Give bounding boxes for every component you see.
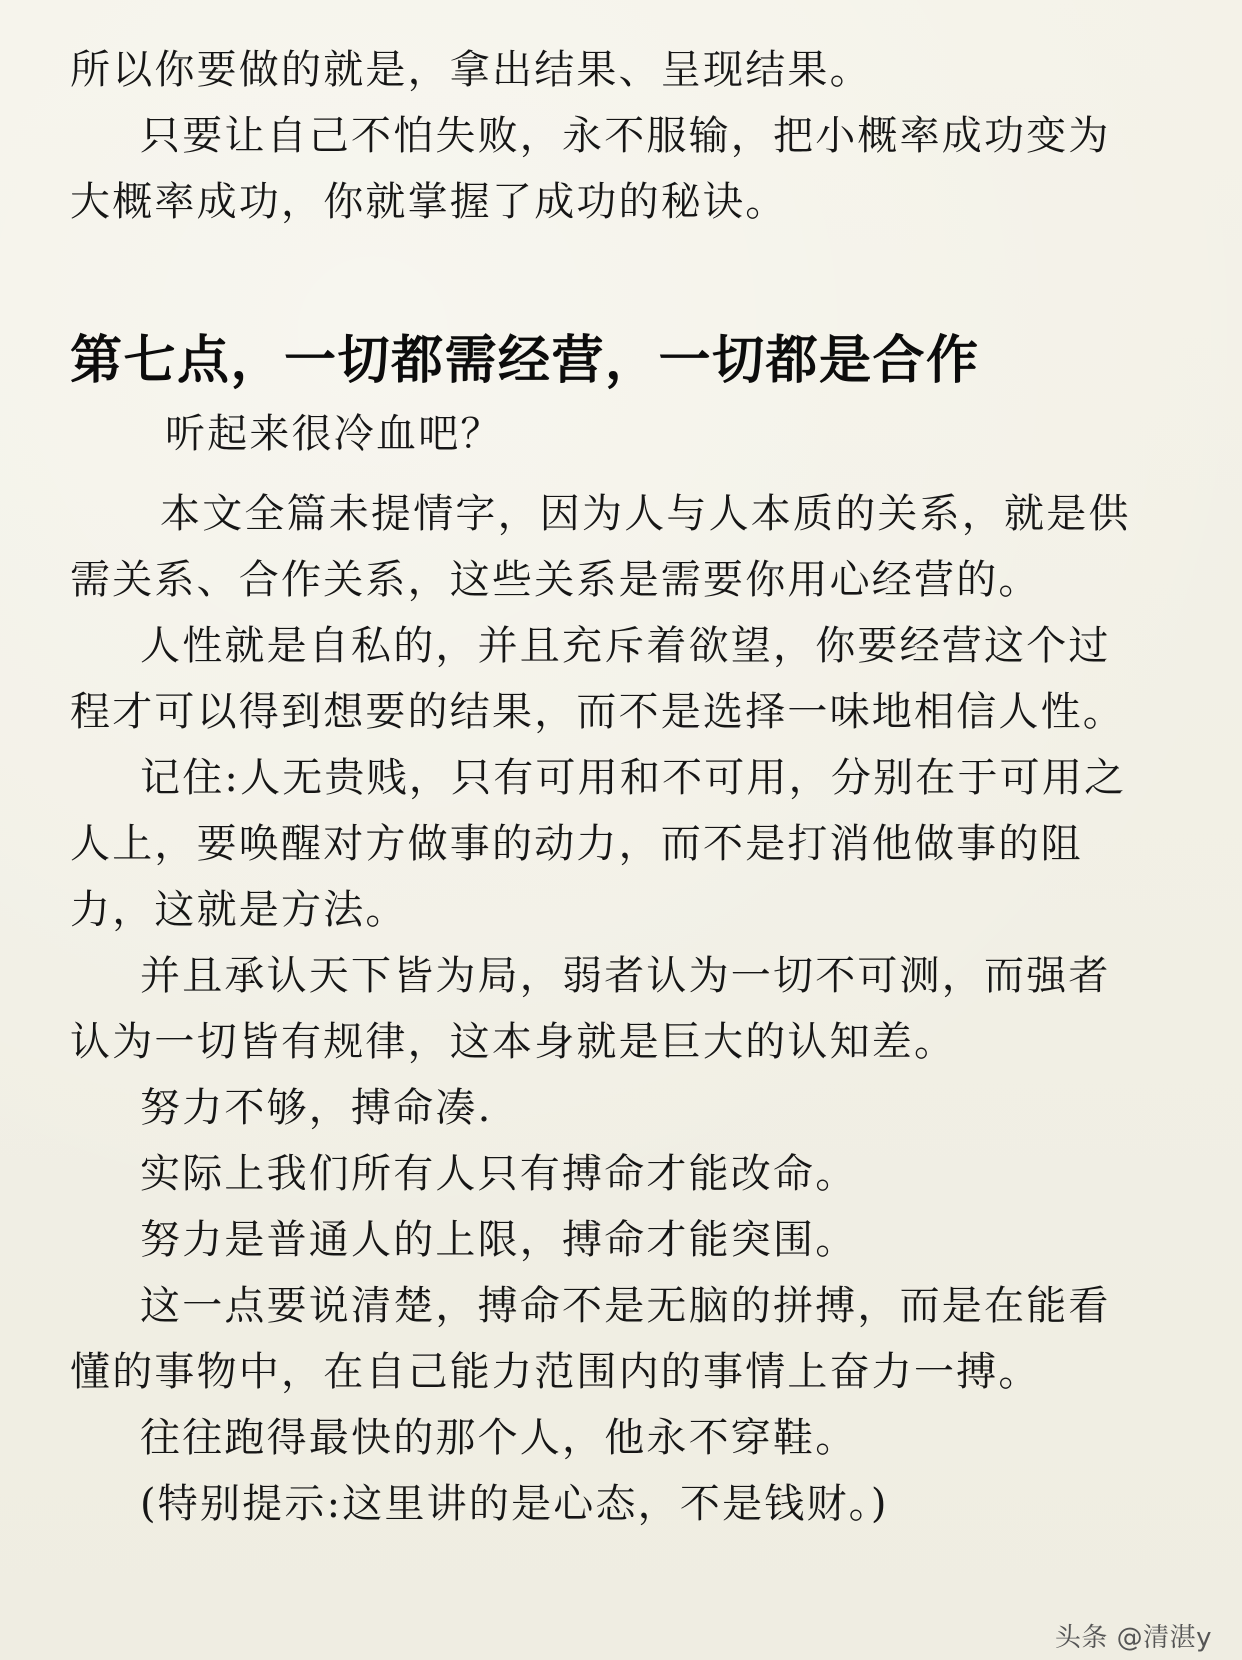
text-line: 本文全篇未提情字，因为人与人本质的关系，就是供 (160, 491, 1131, 537)
text-line: 记住:人无贵贱，只有可用和不可用，分别在于可用之 (140, 755, 1127, 801)
text-line: 力，这就是方法。 (70, 887, 408, 933)
text-line: 需关系、合作关系，这些关系是需要你用心经营的。 (70, 557, 1041, 603)
text-line: 努力是普通人的上限，搏命才能突围。 (140, 1217, 858, 1263)
text-line: (特别提示:这里讲的是心态，不是钱财。) (140, 1481, 889, 1527)
watermark: 头条 @清湛y (1054, 1623, 1212, 1653)
text-line: 这一点要说清楚，搏命不是无脑的拼搏，而是在能看 (140, 1283, 1111, 1329)
text-line: 实际上我们所有人只有搏命才能改命。 (140, 1151, 858, 1197)
section-heading: 第七点，一切都需经营，一切都是合作 (70, 331, 980, 391)
text-line: 往往跑得最快的那个人，他永不穿鞋。 (140, 1415, 858, 1461)
text-line: 程才可以得到想要的结果，而不是选择一味地相信人性。 (70, 689, 1125, 735)
text-line: 只要让自己不怕失败，永不服输，把小概率成功变为 (140, 113, 1111, 159)
text-line: 并且承认天下皆为局，弱者认为一切不可测，而强者 (140, 953, 1111, 999)
text-line: 努力不够，搏命凑. (140, 1085, 493, 1131)
text-line: 听起来很冷血吧？ (165, 411, 503, 457)
text-line: 认为一切皆有规律，这本身就是巨大的认知差。 (70, 1019, 957, 1065)
text-line: 大概率成功，你就掌握了成功的秘诀。 (70, 179, 788, 225)
text-line: 所以你要做的就是，拿出结果、呈现结果。 (70, 47, 872, 93)
text-line: 人性就是自私的，并且充斥着欲望，你要经营这个过 (140, 623, 1111, 669)
text-line: 人上，要唤醒对方做事的动力，而不是打消他做事的阻 (70, 821, 1083, 867)
text-line: 懂的事物中，在自己能力范围内的事情上奋力一搏。 (70, 1349, 1041, 1395)
